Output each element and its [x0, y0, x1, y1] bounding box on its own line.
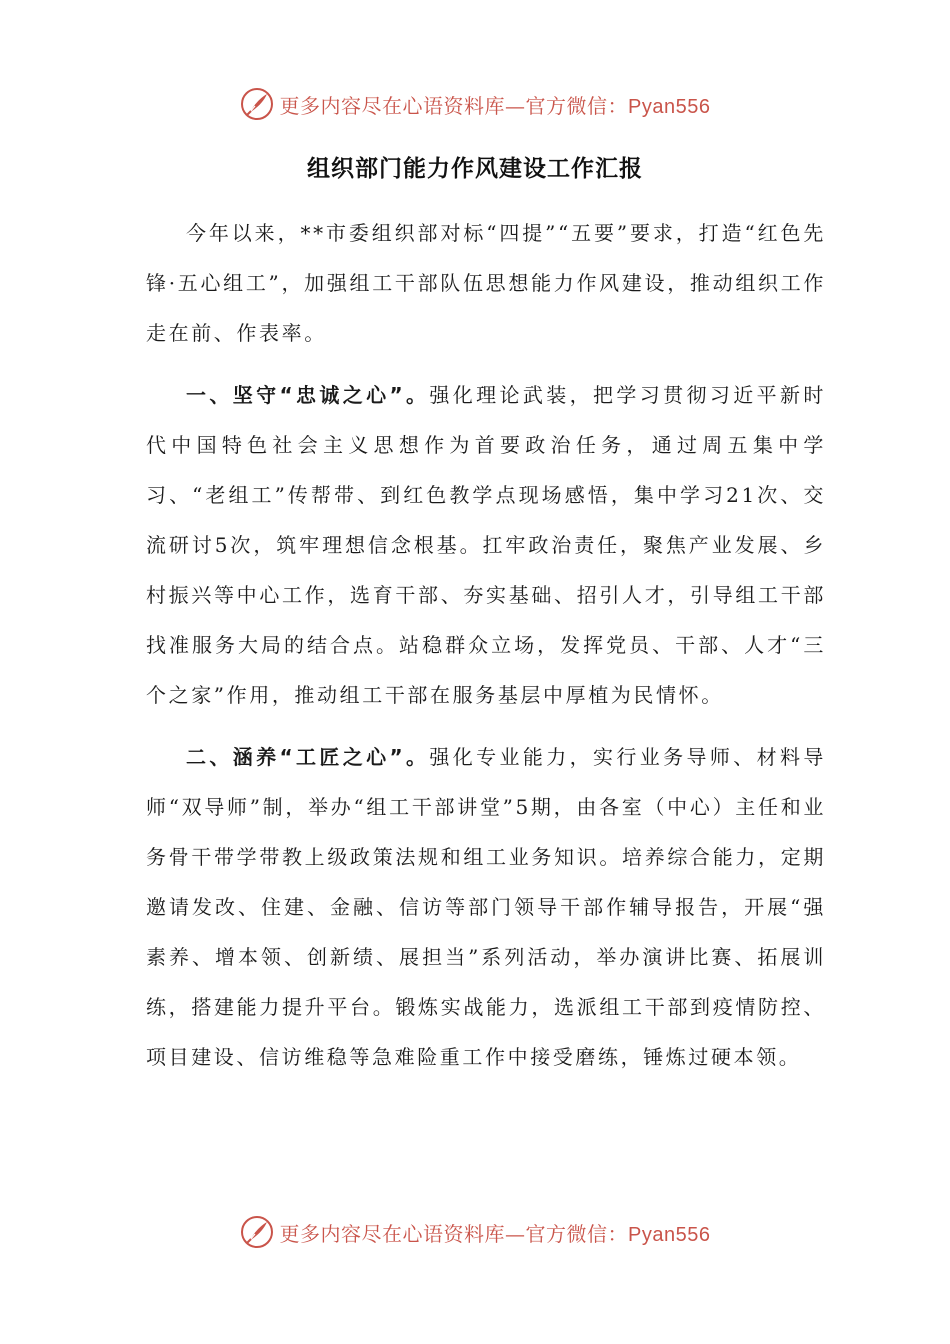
section-heading: 一、坚守“忠诚之心”。 [186, 383, 430, 407]
section-body: 强化理论武装，把学习贯彻习近平新时代中国特色社会主义思想作为首要政治任务，通过周五集中学习、“老组工”传帮带、到红色教学点现场感悟，集中学习21次、交流研讨5次，筑牢理想信念根基。扛牢政治责任，聚焦产业发展、乡村振兴等中心工作，选育干部、夯实基础、招引人才，引导组工干部找准服务大局的结合点。站稳群众立场，发挥党员、干部、人才“三个之家”作用，推动组工干部在服务基层中厚植为民情怀。 [146, 383, 826, 707]
section-body: 强化专业能力，实行业务导师、材料导师“双导师”制，举办“组工干部讲堂”5期，由各室（中心）主任和业务骨干带学带教上级政策法规和组工业务知识。培养综合能力，定期邀请发改、住建、金融、信访等部门领导干部作辅导报告，开展“强素养、增本领、创新绩、展担当”系列活动，举办演讲比赛、拓展训练，搭建能力提升平台。锻炼实战能力，选派组工干部到疫情防控、项目建设、信访维稳等急难险重工作中接受磨练，锤炼过硬本领。 [146, 745, 826, 1069]
document-body [146, 208, 826, 1082]
intro-paragraph: 今年以来，**市委组织部对标“四提”“五要”要求，打造“红色先锋·五心组工”，加强组工干部队伍思想能力作风建设，推动组织工作走在前、作表率。 [146, 221, 826, 345]
quill-pen-logo-icon [240, 1215, 274, 1249]
header-watermark [0, 84, 950, 124]
footer-watermark [0, 1212, 950, 1252]
section-paragraph [146, 370, 826, 720]
watermark-text: 更多内容尽在心语资料库—官方微信：Pyan556 [279, 1221, 711, 1246]
document-title: 组织部门能力作风建设工作汇报 [307, 156, 643, 182]
section-paragraph [146, 732, 826, 1082]
watermark-text: 更多内容尽在心语资料库—官方微信：Pyan556 [279, 93, 711, 118]
quill-pen-logo-icon [240, 87, 274, 121]
section-heading: 二、涵养“工匠之心”。 [186, 745, 430, 769]
